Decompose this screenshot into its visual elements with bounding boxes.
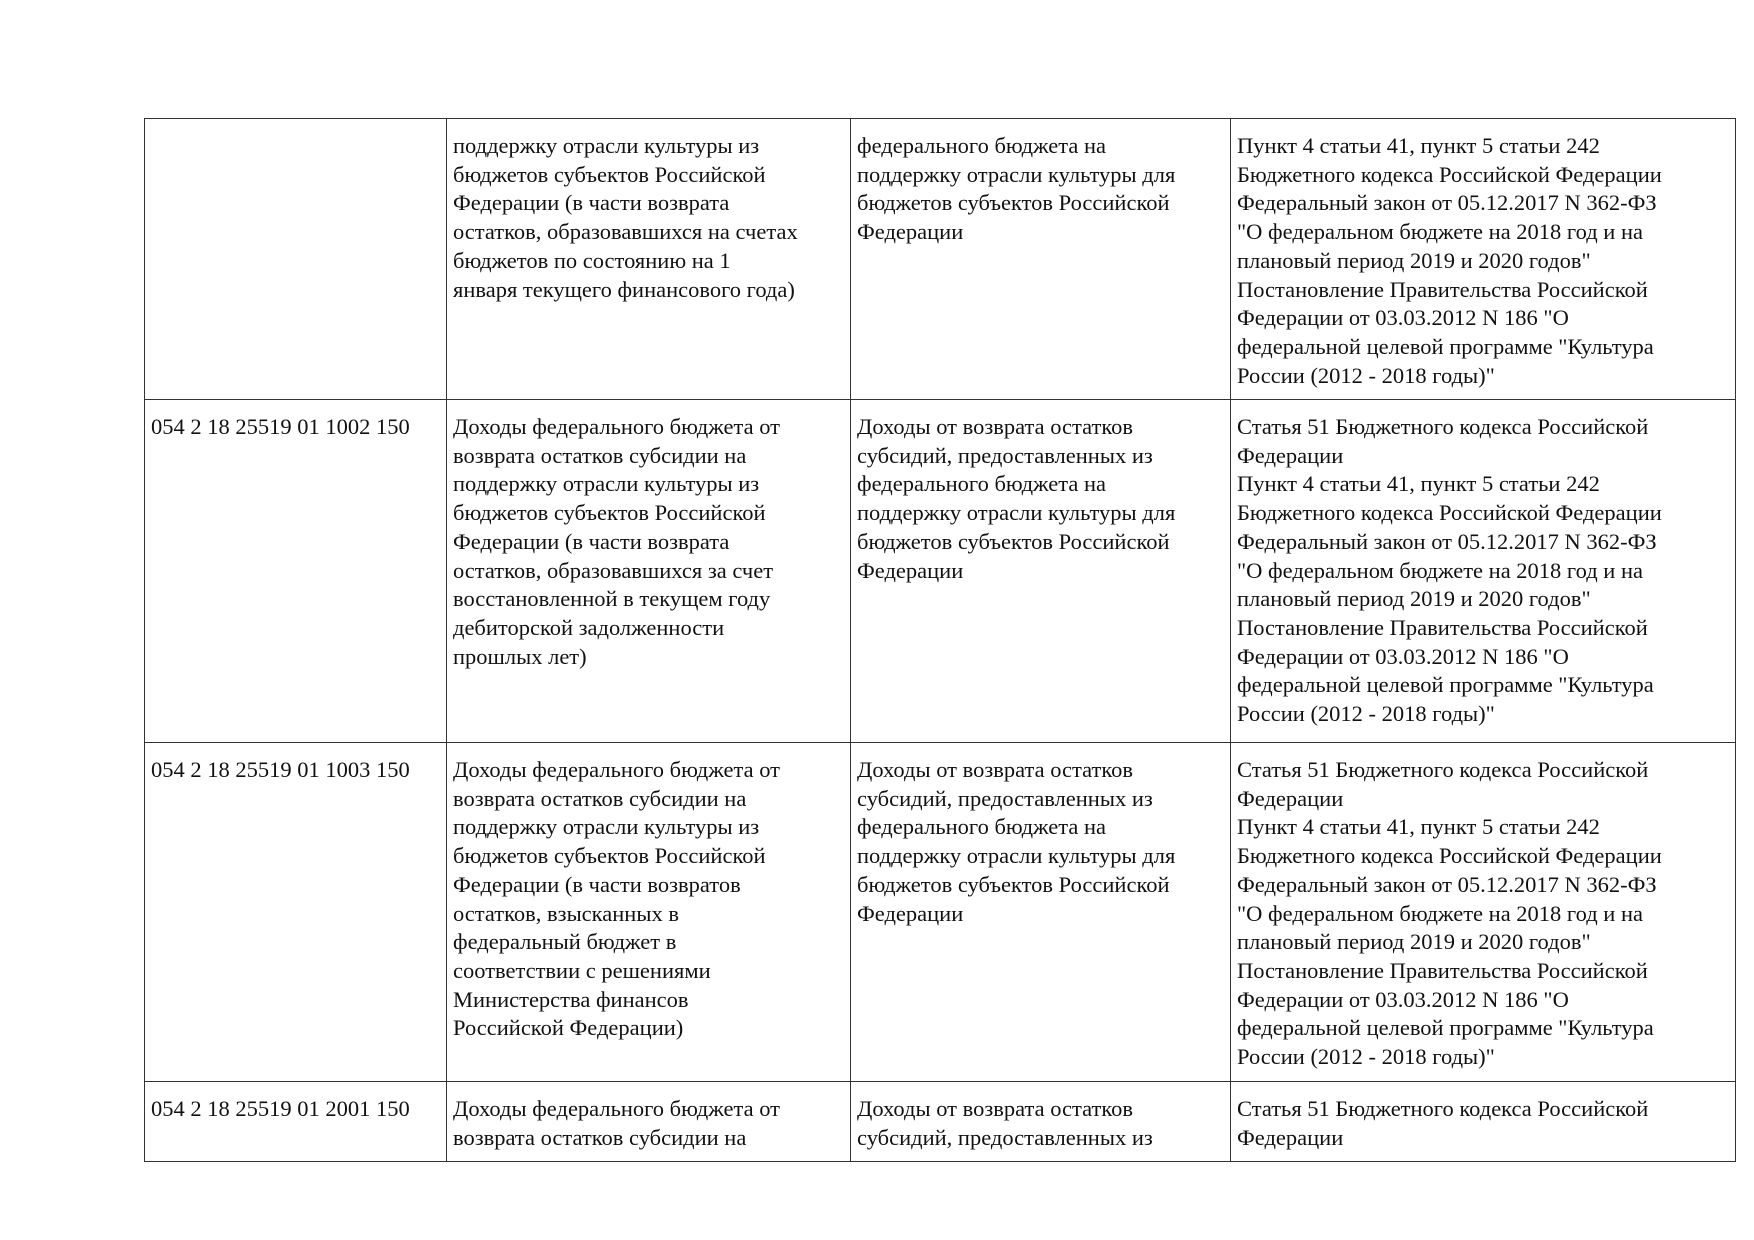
name-cell: Доходы федерального бюджета от возврата остатков субсидии на [447, 1082, 851, 1162]
table-row [145, 400, 1736, 743]
name-cell: Доходы федерального бюджета от возврата остатков субсидии на поддержку отрасли культуры из бюджетов субъектов Российской Федерации (в части возвратов остатков, взысканных в федеральный бюджет в соответствии с решениями Министерства финансов Российской Федерации) [447, 743, 851, 1082]
description-cell: Доходы от возврата остатков субсидий, предоставленных из [851, 1082, 1231, 1162]
table-row [145, 119, 1736, 400]
code-cell [145, 119, 447, 400]
basis-cell: Пункт 4 статьи 41, пункт 5 статьи 242 Бюджетного кодекса Российской Федерации Федеральный закон от 05.12.2017 N 362-ФЗ "О федеральном бюджете на 2018 год и на плановый период 2019 и 2020 годов" Постановление Правительства Российской Федерации от 03.03.2012 N 186 "О федеральной целевой программе "Культура России (2012 - 2018 годы)" [1231, 119, 1736, 400]
name-cell: поддержку отрасли культуры из бюджетов субъектов Российской Федерации (в части возврата остатков, образовавшихся на счетах бюджетов по состоянию на 1 января текущего финансового года) [447, 119, 851, 400]
description-cell: Доходы от возврата остатков субсидий, предоставленных из федерального бюджета на поддержку отрасли культуры для бюджетов субъектов Российской Федерации [851, 743, 1231, 1082]
code-cell: 054 2 18 25519 01 2001 150 [145, 1082, 447, 1162]
table-row [145, 743, 1736, 1082]
basis-cell: Статья 51 Бюджетного кодекса Российской Федерации [1231, 1082, 1736, 1162]
code-cell: 054 2 18 25519 01 1003 150 [145, 743, 447, 1082]
budget-codes-table [144, 118, 1736, 1162]
table-row [145, 1082, 1736, 1162]
code-cell: 054 2 18 25519 01 1002 150 [145, 400, 447, 743]
name-cell: Доходы федерального бюджета от возврата остатков субсидии на поддержку отрасли культуры из бюджетов субъектов Российской Федерации (в части возврата остатков, образовавшихся за счет восстановленной в текущем году дебиторской задолженности прошлых лет) [447, 400, 851, 743]
description-cell: Доходы от возврата остатков субсидий, предоставленных из федерального бюджета на поддержку отрасли культуры для бюджетов субъектов Российской Федерации [851, 400, 1231, 743]
basis-cell: Статья 51 Бюджетного кодекса Российской Федерации Пункт 4 статьи 41, пункт 5 статьи 242 Бюджетного кодекса Российской Федерации Федеральный закон от 05.12.2017 N 362-ФЗ "О федеральном бюджете на 2018 год и на плановый период 2019 и 2020 годов" Постановление Правительства Российской Федерации от 03.03.2012 N 186 "О федеральной целевой программе "Культура России (2012 - 2018 годы)" [1231, 400, 1736, 743]
description-cell: федерального бюджета на поддержку отрасли культуры для бюджетов субъектов Российской Федерации [851, 119, 1231, 400]
basis-cell: Статья 51 Бюджетного кодекса Российской Федерации Пункт 4 статьи 41, пункт 5 статьи 242 Бюджетного кодекса Российской Федерации Федеральный закон от 05.12.2017 N 362-ФЗ "О федеральном бюджете на 2018 год и на плановый период 2019 и 2020 годов" Постановление Правительства Российской Федерации от 03.03.2012 N 186 "О федеральной целевой программе "Культура России (2012 - 2018 годы)" [1231, 743, 1736, 1082]
